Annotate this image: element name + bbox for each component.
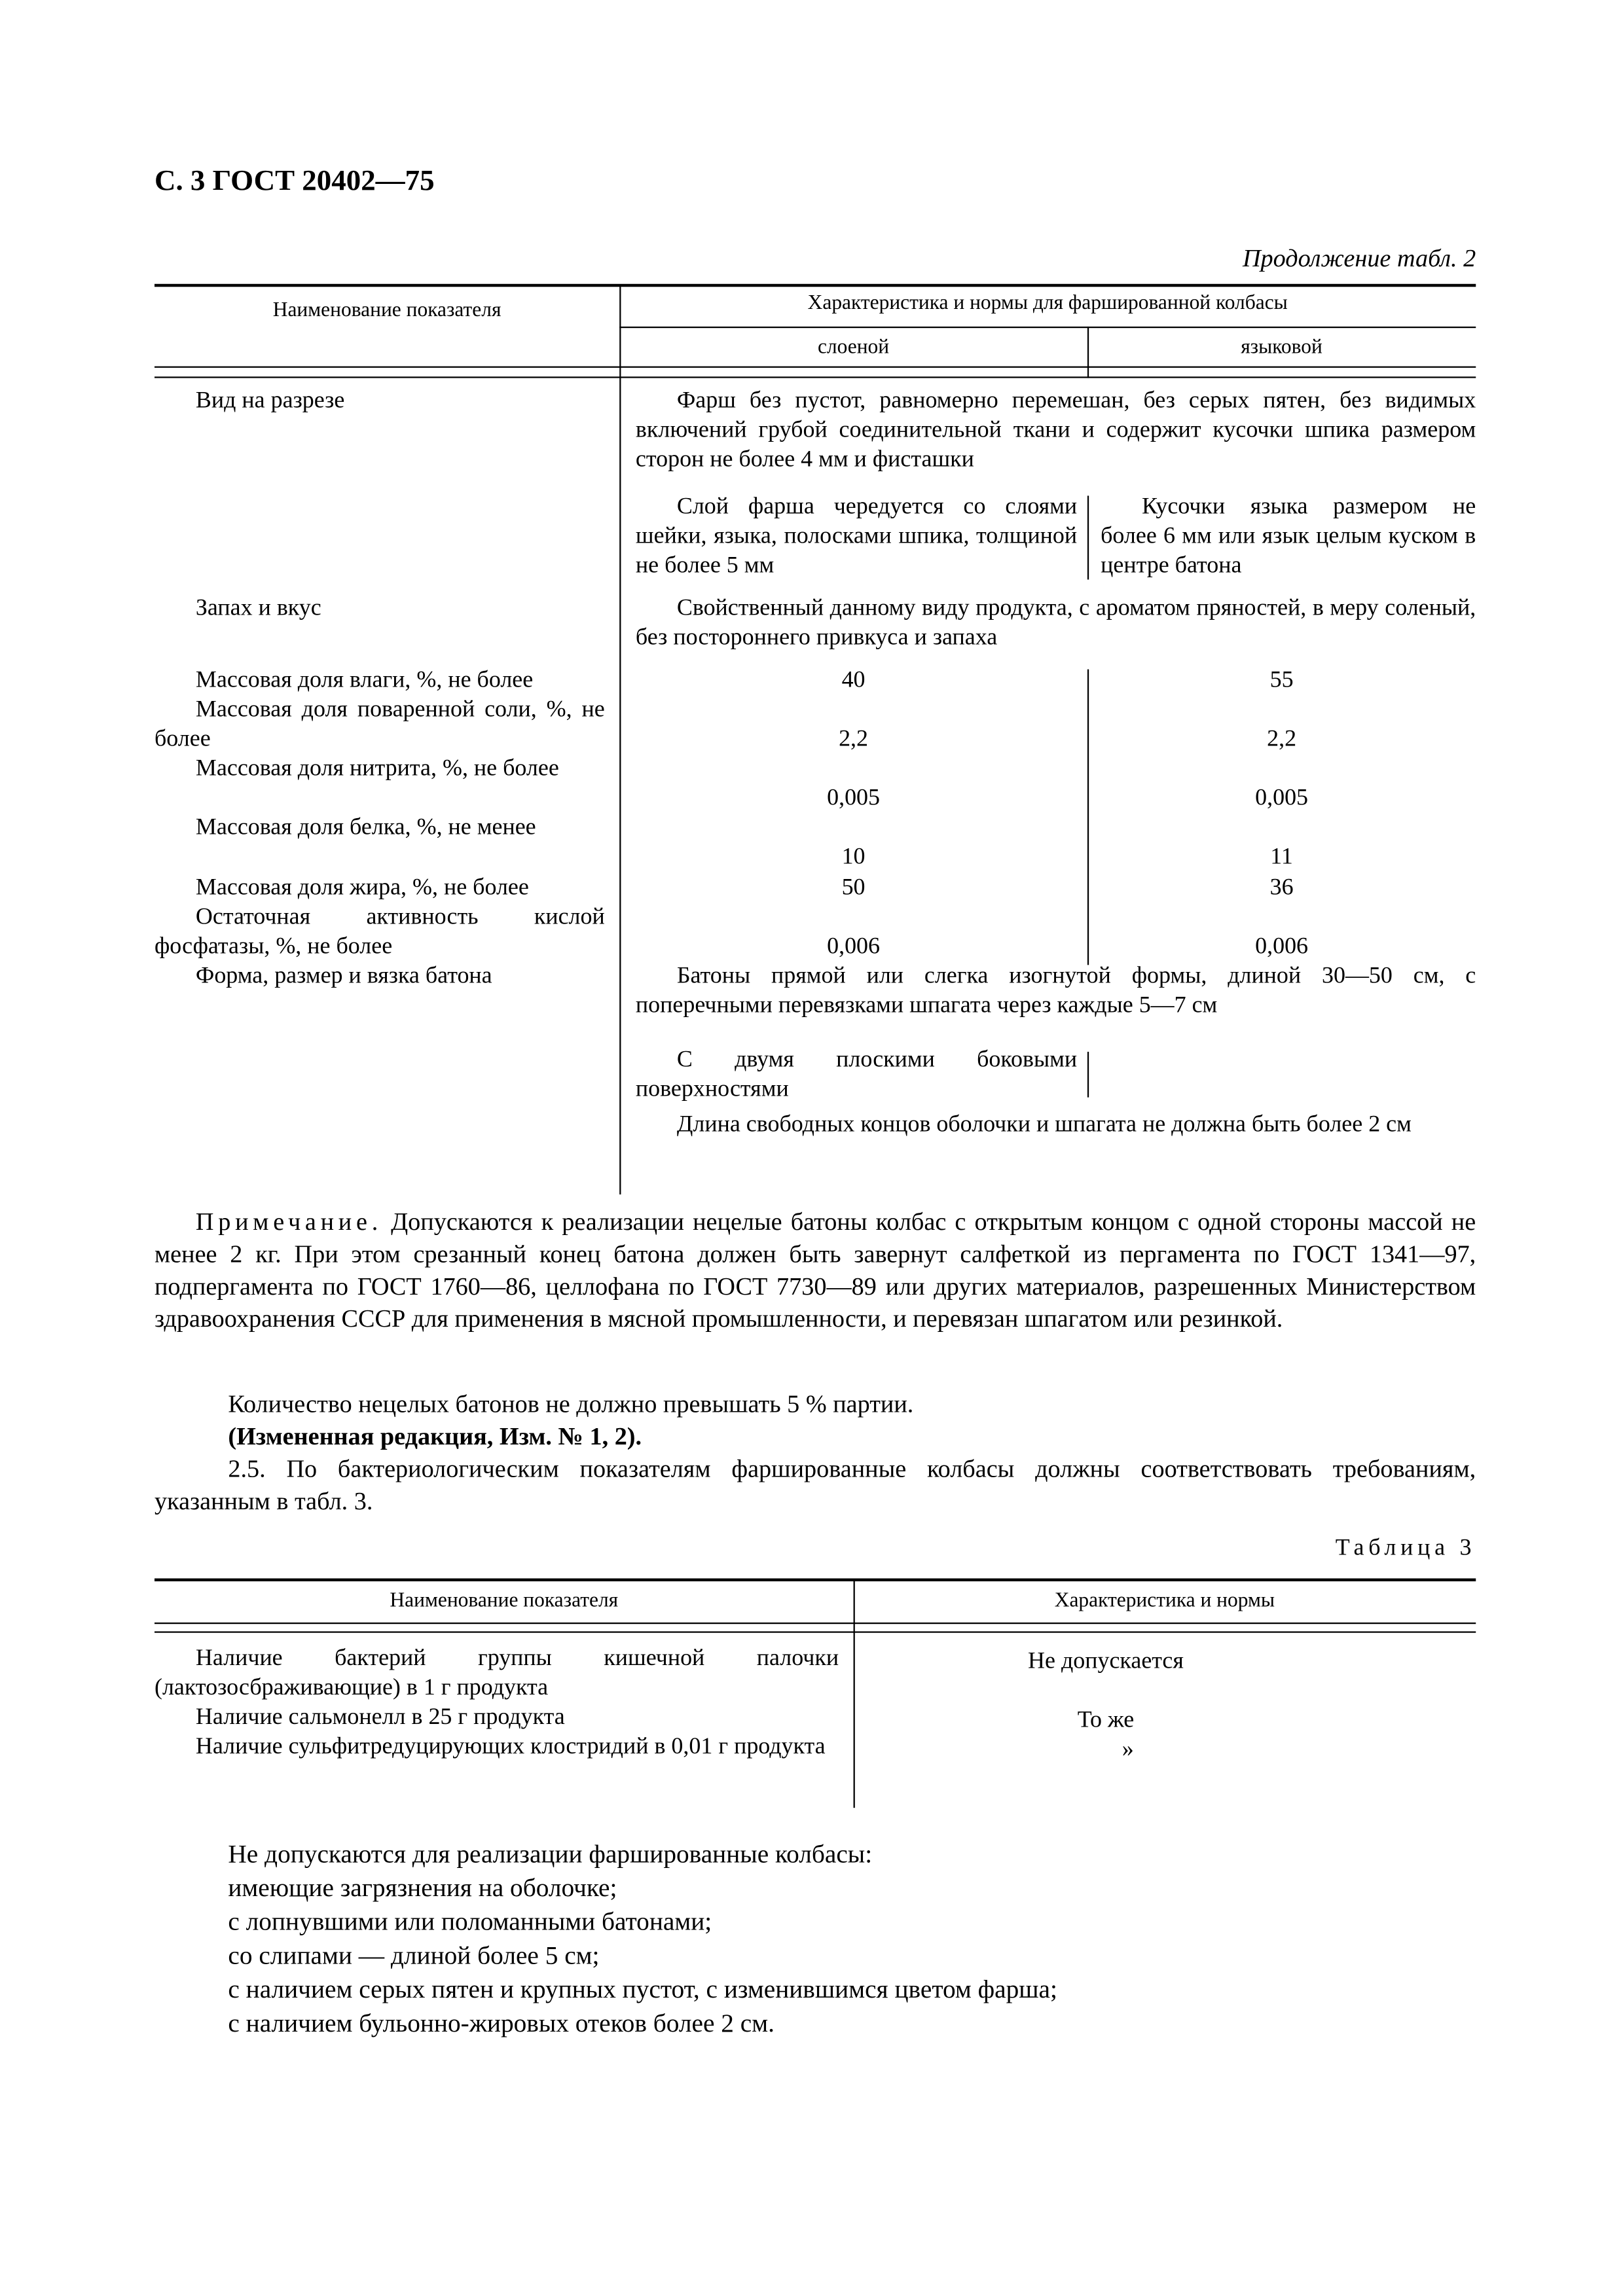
value-cell: 40 xyxy=(841,668,866,693)
prohibition-list xyxy=(228,1837,1057,2040)
list-item: с наличием серых пятен и крупных пустот, с изменившимся цветом фарша; xyxy=(228,1974,1057,2004)
row-label: Массовая доля белка, %, не менее xyxy=(195,815,536,840)
paragraph: Количество нецелых батонов не должно превышать 5 % партии. xyxy=(228,1390,914,1418)
table-rule xyxy=(155,376,1476,378)
row-label: Массовая доля нитрита, %, не более xyxy=(195,756,559,781)
row-label: Массовая доля жира, %, не более xyxy=(195,875,529,901)
table-rule xyxy=(155,1631,1476,1632)
value-cell: Не допускается xyxy=(1028,1649,1184,1674)
value-cell: 55 xyxy=(1269,668,1294,693)
row-label: Остаточная активность кислой фосфатазы, %, не более xyxy=(154,905,605,960)
list-item: с наличием бульонно-жировых отеков более 2 см. xyxy=(228,2007,775,2037)
note-lead: Примечание. xyxy=(195,1208,382,1236)
value-cell: 0,005 xyxy=(1255,785,1309,811)
list-item: с лопнувшими или поломанными батонами; xyxy=(228,1906,712,1936)
value-cell: 2,2 xyxy=(1267,726,1297,752)
value-cell: » xyxy=(1122,1737,1134,1763)
row-label: Массовая доля влаги, %, не более xyxy=(195,668,534,693)
cell-text: Слой фарша чередуется со слоями шейки, языка, полосками шпика, толщиной не более 5 мм xyxy=(635,494,1078,579)
value-cell: 0,005 xyxy=(827,785,881,811)
amendment-note: (Измененная редакция, Изм. № 1, 2). xyxy=(228,1422,642,1451)
column-header: Наименование показателя xyxy=(390,1590,619,1613)
table-rule xyxy=(155,284,1476,287)
cell-text: Длина свободных концов оболочки и шпагата не должна быть более 2 см xyxy=(676,1112,1412,1138)
list-item: имеющие загрязнения на оболочке; xyxy=(228,1873,617,1903)
table-continuation: Продолжение табл. 2 xyxy=(1242,244,1476,272)
column-header: языковой xyxy=(1241,336,1322,359)
column-divider xyxy=(1087,670,1089,965)
note xyxy=(155,1206,1476,1336)
note-text: Допускаются к реализации нецелые батоны колбас с открытым концом с одной стороны массой не менее 2 кг. При этом срезанный конец батона должен быть завернут салфеткой из пергамента по ГОСТ 1341—97, подпергамента по ГОСТ 1760—86, целлофана по ГОСТ 7730—89 или других материалов, разрешенных Министерством здравоохранения СССР для применения в мясной промышленности, и перевязан шпагатом или резинкой. xyxy=(154,1208,1476,1333)
cell-text: Кусочки языка размером не более 6 мм или язык целым куском в центре батона xyxy=(1101,494,1476,579)
column-header: Характеристика и нормы для фаршированной колбасы xyxy=(807,293,1288,315)
column-header: Наименование показателя xyxy=(272,300,501,323)
row-label: Наличие бактерий группы кишечной палочки (лактозосбраживающие) в 1 г продукта xyxy=(154,1645,839,1701)
row-label: Наличие сальмонелл в 25 г продукта xyxy=(195,1704,565,1731)
table-caption: Таблица 3 xyxy=(1335,1535,1476,1561)
value-cell: 10 xyxy=(841,844,866,870)
cell-text: Батоны прямой или слегка изогнутой формы, длиной 30—50 см, с поперечными перевязками шпагата через каждые 5—7 см xyxy=(635,963,1476,1018)
value-cell: 0,006 xyxy=(1255,934,1309,960)
row-label: Массовая доля поваренной соли, %, не более xyxy=(154,697,605,752)
value-cell: 11 xyxy=(1270,844,1293,870)
cell-text: Фарш без пустот, равномерно перемешан, без серых пятен, без видимых включений грубой соединительной ткани и содержит кусочки шпика размером сторон не более 4 мм и фисташки xyxy=(635,388,1476,473)
column-divider xyxy=(1087,495,1089,579)
value-cell: 0,006 xyxy=(827,934,881,960)
list-item: со слипами — длиной более 5 см; xyxy=(228,1940,600,1970)
row-label: Форма, размер и вязка батона xyxy=(195,963,492,989)
table-rule xyxy=(155,1623,1476,1624)
list-intro: Не допускаются для реализации фаршированные колбасы: xyxy=(228,1839,873,1869)
value-cell: 50 xyxy=(841,875,866,901)
column-divider xyxy=(1087,1052,1089,1098)
value-cell: 2,2 xyxy=(839,726,869,752)
column-header: слоеной xyxy=(817,336,890,359)
table-rule xyxy=(619,327,1476,328)
row-label: Вид на разрезе xyxy=(195,388,345,414)
cell-text: С двумя плоскими боковыми поверхностями xyxy=(635,1047,1078,1102)
table-rule xyxy=(155,1579,1476,1581)
cell-text: Свойственный данному виду продукта, с ароматом пряностей, в меру соленый, без постороннего привкуса и запаха xyxy=(635,596,1476,651)
page-header: С. 3 ГОСТ 20402—75 xyxy=(154,164,435,198)
row-label: Наличие сульфитредуцирующих клостридий в 0,01 г продукта xyxy=(195,1734,826,1760)
column-header: Характеристика и нормы xyxy=(1054,1590,1275,1613)
row-label: Запах и вкус xyxy=(195,596,321,621)
table-rule xyxy=(155,367,1476,368)
value-cell: То же xyxy=(1077,1708,1135,1733)
value-cell: 36 xyxy=(1269,875,1294,901)
paragraph: 2.5. По бактериологическим показателям фаршированные колбасы должны соответствовать требованиям, указанным в табл. 3. xyxy=(154,1454,1476,1515)
